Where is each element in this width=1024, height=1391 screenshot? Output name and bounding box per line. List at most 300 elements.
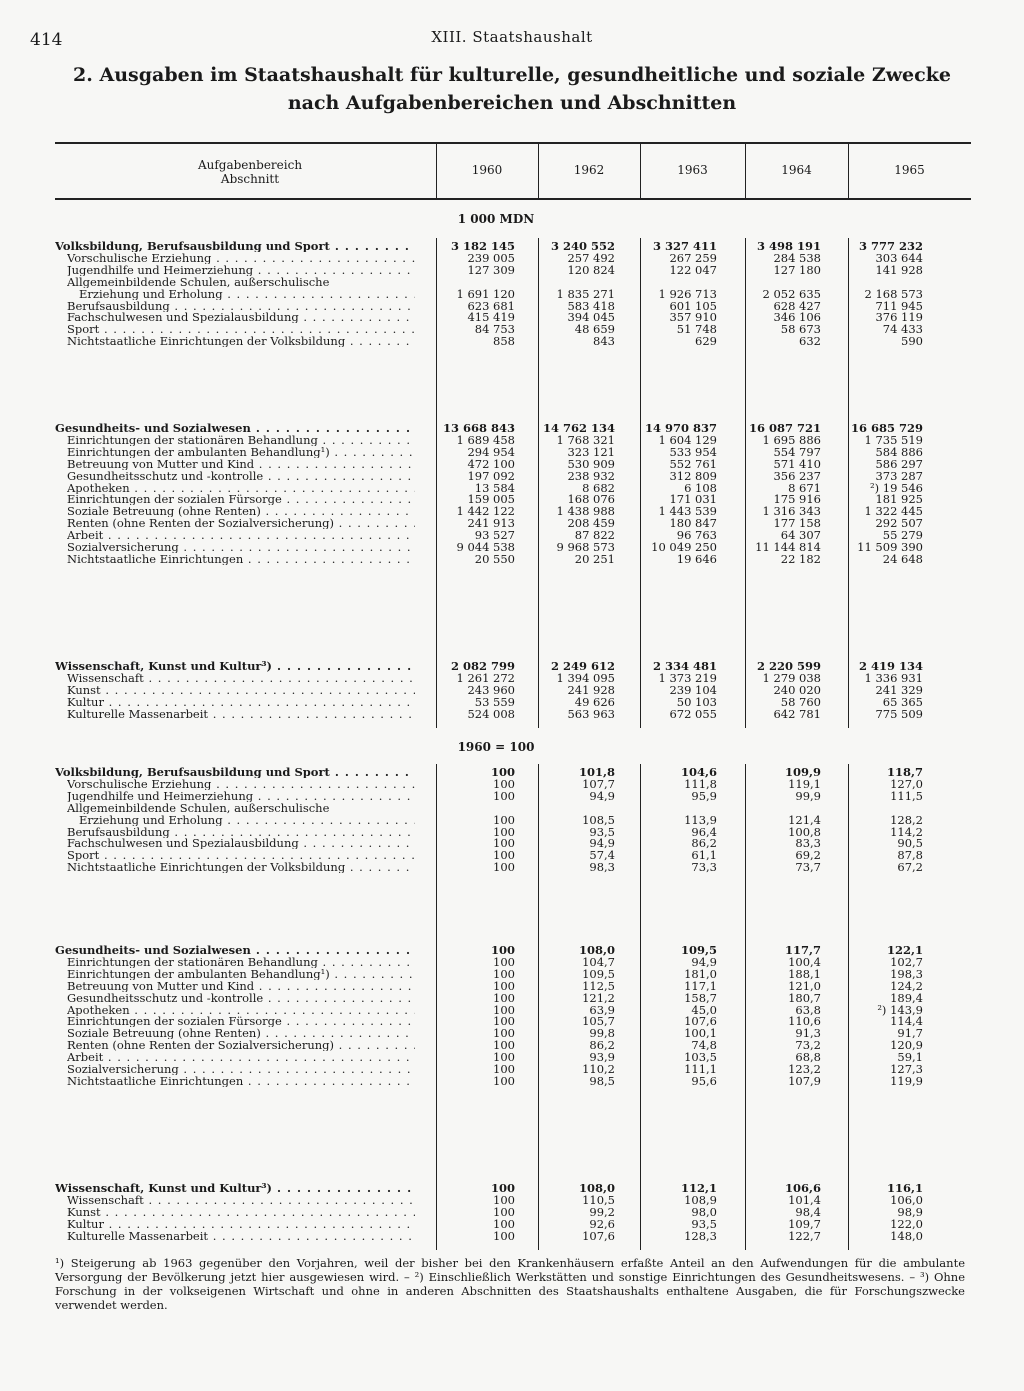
row-label: Nichtstaatliche Einrichtungen . . . xyxy=(67,1075,415,1087)
cell-1965: 141 928 xyxy=(875,262,923,277)
cell-1965: 118,7 xyxy=(886,765,923,779)
page-number: 414 xyxy=(30,30,63,50)
row-label: Allgemeinbildende Schulen, außerschulische xyxy=(67,275,330,288)
cell-1963: 1 443 539 xyxy=(658,504,717,519)
cell-1963: 93,5 xyxy=(691,1216,717,1231)
row-label: Jugendhilfe und Heimerziehung . . . xyxy=(67,790,415,802)
cell-1960: 100 xyxy=(493,836,515,851)
cell-1960: 100 xyxy=(493,848,515,863)
cell-1963: 104,6 xyxy=(680,765,717,779)
cell-1963: 96,4 xyxy=(691,824,717,839)
table-row xyxy=(55,335,971,347)
row-label: Sozialversicherung . . . xyxy=(67,541,415,553)
cell-1964: 121,0 xyxy=(788,978,821,993)
row-label: Nichtstaatliche Einrichtungen der Volksbildung . . . xyxy=(67,335,415,347)
column-header-line-2: Abschnitt xyxy=(220,172,280,186)
cell-1965: 67,2 xyxy=(897,860,923,875)
cell-1964: 110,6 xyxy=(788,1014,821,1029)
cell-1964: 188,1 xyxy=(788,966,821,981)
cell-1964: 83,3 xyxy=(795,836,821,851)
row-label: Fachschulwesen und Spezialausbildung . . . xyxy=(67,837,415,849)
cell-1960: 472 100 xyxy=(467,456,515,471)
cell-1962: 120 824 xyxy=(567,262,615,277)
cell-1960: 100 xyxy=(493,966,515,981)
cell-1960: 100 xyxy=(490,1181,515,1195)
cell-1965: 24 648 xyxy=(882,551,923,566)
table-row xyxy=(55,553,971,565)
table-row xyxy=(55,790,971,802)
cell-1963: 552 761 xyxy=(669,456,717,471)
cell-1964: 107,9 xyxy=(788,1073,821,1088)
cell-1962: 20 251 xyxy=(574,551,615,566)
cell-1964: 99,9 xyxy=(795,788,821,803)
row-label: Einrichtungen der ambulanten Behandlung¹) . . . xyxy=(67,446,415,458)
cell-1964: 628 427 xyxy=(773,298,821,313)
cell-1965: 148,0 xyxy=(890,1228,923,1243)
row-label: Nichtstaatliche Einrichtungen der Volksbildung . . . xyxy=(67,861,415,873)
cell-1964: 175 916 xyxy=(773,492,821,507)
table-row xyxy=(55,684,971,696)
cell-1964: 3 498 191 xyxy=(756,239,821,253)
row-label: Einrichtungen der stationären Behandlung . . . xyxy=(67,956,415,968)
cell-1962: 3 240 552 xyxy=(550,239,615,253)
cell-1960: 100 xyxy=(493,824,515,839)
header-column-rule-0 xyxy=(436,142,437,199)
row-label: Volksbildung, Berufsausbildung und Sport . . . xyxy=(55,240,415,252)
cell-1965: 376 119 xyxy=(875,310,923,325)
table-row xyxy=(55,802,971,814)
cell-1963: 672 055 xyxy=(669,706,717,721)
row-label: Soziale Betreuung (ohne Renten) . . . xyxy=(67,1027,415,1039)
table-row xyxy=(55,861,971,873)
cell-1960: 243 960 xyxy=(467,682,515,697)
header-column-rule-3 xyxy=(745,142,746,199)
cell-1965: 124,2 xyxy=(890,978,923,993)
row-label: Renten (ohne Renten der Sozialversicherung) . . . xyxy=(67,1039,415,1051)
cell-1963: 103,5 xyxy=(684,1050,717,1065)
row-label: Wissenschaft, Kunst und Kultur³) . . . xyxy=(55,1182,415,1194)
cell-1962: 843 xyxy=(593,334,615,349)
cell-1962: 109,5 xyxy=(582,966,615,981)
cell-1962: 108,5 xyxy=(582,812,615,827)
cell-1960: 100 xyxy=(493,1038,515,1053)
cell-1964: 1 316 343 xyxy=(762,504,821,519)
cell-1964: 11 144 814 xyxy=(755,540,821,554)
cell-1963: 128,3 xyxy=(684,1228,717,1243)
table-row xyxy=(55,446,971,458)
header-column-rule-4 xyxy=(848,142,849,199)
cell-1964: 356 237 xyxy=(773,468,821,483)
cell-1962: 1 835 271 xyxy=(556,286,615,301)
cell-1962: 238 932 xyxy=(567,468,615,483)
cell-1960: 20 550 xyxy=(474,551,515,566)
cell-1965: 102,7 xyxy=(890,954,923,969)
cell-1962: 107,7 xyxy=(582,776,615,791)
cell-1962: 1 768 321 xyxy=(556,432,615,447)
cell-1965: 2 419 134 xyxy=(858,659,923,673)
row-label: Erziehung und Erholung . . . xyxy=(79,288,415,300)
cell-1965: 128,2 xyxy=(890,812,923,827)
cell-1964: 2 052 635 xyxy=(762,286,821,301)
cell-1964: 109,9 xyxy=(784,765,821,779)
cell-1963: 2 334 481 xyxy=(652,659,717,673)
unit-label-index: 1960 = 100 xyxy=(457,740,535,754)
cell-1964: 63,8 xyxy=(795,1002,821,1017)
cell-1962: 105,7 xyxy=(582,1014,615,1029)
cell-1964: 2 220 599 xyxy=(756,659,821,673)
cell-1962: 14 762 134 xyxy=(542,421,615,435)
cell-1964: 123,2 xyxy=(788,1062,821,1076)
row-label: Einrichtungen der ambulanten Behandlung¹) . . . xyxy=(67,968,415,980)
cell-1960: 100 xyxy=(493,1228,515,1243)
row-label: Kulturelle Massenarbeit . . . xyxy=(67,708,415,720)
cell-1964: 16 087 721 xyxy=(748,421,821,435)
cell-1965: ²) 143,9 xyxy=(877,1002,923,1017)
cell-1965: 3 777 232 xyxy=(858,239,923,253)
cell-1963: 239 104 xyxy=(669,682,717,697)
cell-1960: 100 xyxy=(490,765,515,779)
cell-1963: 171 031 xyxy=(669,492,717,507)
cell-1963: 533 954 xyxy=(669,444,717,459)
cell-1960: 13 584 xyxy=(474,480,515,495)
cell-1962: 94,9 xyxy=(589,788,615,803)
cell-1960: 100 xyxy=(493,776,515,791)
cell-1964: 100,4 xyxy=(788,954,821,969)
cell-1963: 3 327 411 xyxy=(652,239,717,253)
cell-1962: 104,7 xyxy=(582,954,615,969)
cell-1965: 111,5 xyxy=(890,788,923,803)
row-label: Kulturelle Massenarbeit . . . xyxy=(67,1230,415,1242)
cell-1960: 100 xyxy=(493,1014,515,1029)
running-title: XIII. Staatshaushalt xyxy=(431,28,593,46)
table-row xyxy=(55,980,971,992)
cell-1962: 112,5 xyxy=(582,978,615,993)
cell-1964: 346 106 xyxy=(773,310,821,325)
cell-1963: 108,9 xyxy=(684,1192,717,1207)
header-column-rule-2 xyxy=(640,142,641,199)
year-header-1964: 1964 xyxy=(781,163,812,177)
cell-1963: 74,8 xyxy=(691,1038,717,1053)
row-label: Wissenschaft . . . xyxy=(67,1194,415,1206)
row-label: Volksbildung, Berufsausbildung und Sport . . . xyxy=(55,766,415,778)
cell-1963: 100,1 xyxy=(684,1026,717,1041)
cell-1962: 101,8 xyxy=(578,765,615,779)
cell-1963: 14 970 837 xyxy=(644,421,717,435)
cell-1963: 6 108 xyxy=(684,480,717,495)
cell-1963: 50 103 xyxy=(676,694,717,709)
cell-1964: 284 538 xyxy=(773,250,821,265)
cell-1964: 122,7 xyxy=(788,1228,821,1243)
row-label: Arbeit . . . xyxy=(67,529,415,541)
cell-1964: 91,3 xyxy=(795,1026,821,1041)
row-label: Gesundheitsschutz und -kontrolle . . . xyxy=(67,470,415,482)
cell-1963: 117,1 xyxy=(684,978,717,993)
cell-1960: 239 005 xyxy=(467,250,515,265)
cell-1960: 9 044 538 xyxy=(456,540,515,554)
table-row xyxy=(55,470,971,482)
cell-1964: 1 279 038 xyxy=(762,670,821,685)
cell-1964: 642 781 xyxy=(773,706,821,721)
table-row xyxy=(55,992,971,1004)
cell-1960: 93 527 xyxy=(474,528,515,543)
cell-1960: 3 182 145 xyxy=(450,239,515,253)
cell-1965: 11 509 390 xyxy=(857,540,923,554)
cell-1964: 632 xyxy=(799,334,821,349)
cell-1963: 94,9 xyxy=(691,954,717,969)
cell-1960: 1 689 458 xyxy=(456,432,515,447)
cell-1960: 100 xyxy=(493,1192,515,1207)
row-label: Gesundheits- und Sozialwesen . . . xyxy=(55,422,415,434)
cell-1962: 9 968 573 xyxy=(556,540,615,554)
cell-1962: 1 438 988 xyxy=(556,504,615,519)
cell-1962: 108,0 xyxy=(578,943,615,957)
row-label: Apotheken . . . xyxy=(67,1004,415,1016)
footnotes xyxy=(55,1256,965,1312)
row-label: Allgemeinbildende Schulen, außerschulische xyxy=(67,801,330,814)
cell-1960: 100 xyxy=(493,860,515,875)
cell-1964: 106,6 xyxy=(784,1181,821,1195)
cell-1963: 1 373 219 xyxy=(658,670,717,685)
cell-1962: 241 928 xyxy=(567,682,615,697)
cell-1960: 100 xyxy=(493,1062,515,1076)
year-header-1965: 1965 xyxy=(894,163,925,177)
cell-1962: 208 459 xyxy=(567,516,615,531)
cell-1964: 100,8 xyxy=(788,824,821,839)
cell-1960: 415 419 xyxy=(467,310,515,325)
cell-1965: 198,3 xyxy=(890,966,923,981)
cell-1965: 65 365 xyxy=(882,694,923,709)
cell-1960: 100 xyxy=(493,978,515,993)
cell-1964: 73,2 xyxy=(795,1038,821,1053)
cell-1964: 571 410 xyxy=(773,456,821,471)
cell-1963: 45,0 xyxy=(691,1002,717,1017)
row-label: Sport . . . xyxy=(67,323,415,335)
cell-1962: 93,5 xyxy=(589,824,615,839)
cell-1963: 109,5 xyxy=(680,943,717,957)
cell-1960: 2 082 799 xyxy=(450,659,515,673)
cell-1963: 112,1 xyxy=(680,1181,717,1195)
cell-1963: 73,3 xyxy=(691,860,717,875)
cell-1962: 98,5 xyxy=(589,1073,615,1088)
row-label: Berufsausbildung . . . xyxy=(67,300,415,312)
row-label: Erziehung und Erholung . . . xyxy=(79,814,415,826)
cell-1962: 107,6 xyxy=(582,1228,615,1243)
cell-1964: 177 158 xyxy=(773,516,821,531)
column-header-line-1: Aufgabenbereich xyxy=(197,158,303,172)
header-column-rule-1 xyxy=(538,142,539,199)
year-header-1962: 1962 xyxy=(573,163,605,177)
cell-1960: 100 xyxy=(493,954,515,969)
cell-1965: 59,1 xyxy=(897,1050,923,1065)
cell-1964: 22 182 xyxy=(780,551,821,566)
row-label: Sport . . . xyxy=(67,849,415,861)
cell-1960: 159 005 xyxy=(467,492,515,507)
cell-1960: 1 442 122 xyxy=(456,504,515,519)
row-label: Vorschulische Erziehung . . . xyxy=(67,252,415,264)
cell-1963: 107,6 xyxy=(684,1014,717,1029)
cell-1965: 292 507 xyxy=(875,516,923,531)
cell-1965: 16 685 729 xyxy=(850,421,923,435)
cell-1965: ²) 19 546 xyxy=(870,480,923,495)
cell-1962: 93,9 xyxy=(589,1050,615,1065)
row-label: Kultur . . . xyxy=(67,1218,415,1230)
cell-1964: 1 695 886 xyxy=(762,432,821,447)
cell-1963: 113,9 xyxy=(684,812,717,827)
table-row xyxy=(55,696,971,708)
row-label: Einrichtungen der stationären Behandlung . . . xyxy=(67,434,415,446)
cell-1962: 530 909 xyxy=(567,456,615,471)
cell-1963: 158,7 xyxy=(684,990,717,1005)
cell-1965: 189,4 xyxy=(890,990,923,1005)
cell-1962: 8 682 xyxy=(582,480,615,495)
cell-1960: 100 xyxy=(490,943,515,957)
cell-1965: 122,0 xyxy=(890,1216,923,1231)
row-label: Sozialversicherung . . . xyxy=(67,1063,415,1075)
cell-1965: 584 886 xyxy=(875,444,923,459)
cell-1960: 524 008 xyxy=(467,706,515,721)
cell-1960: 197 092 xyxy=(467,468,515,483)
row-label: Kunst . . . xyxy=(67,1206,415,1218)
row-label: Jugendhilfe und Heimerziehung . . . xyxy=(67,264,415,276)
table-row xyxy=(55,1218,971,1230)
cell-1964: 69,2 xyxy=(795,848,821,863)
cell-1962: 563 963 xyxy=(567,706,615,721)
cell-1964: 101,4 xyxy=(788,1192,821,1207)
cell-1965: 114,4 xyxy=(890,1014,923,1029)
cell-1965: 116,1 xyxy=(886,1181,923,1195)
cell-1960: 84 753 xyxy=(474,322,515,337)
cell-1965: 1 735 519 xyxy=(864,432,923,447)
row-label: Wissenschaft . . . xyxy=(67,672,415,684)
cell-1963: 312 809 xyxy=(669,468,717,483)
cell-1962: 92,6 xyxy=(589,1216,615,1231)
table-header-rule xyxy=(55,198,971,200)
cell-1963: 111,1 xyxy=(684,1062,717,1076)
cell-1965: 1 322 445 xyxy=(864,504,923,519)
table-title-line-1: 2. Ausgaben im Staatshaushalt für kulturelle, gesundheitliche und soziale Zwecke xyxy=(73,64,951,86)
cell-1964: 58 673 xyxy=(780,322,821,337)
footnote-text: ¹) Steigerung ab 1963 gegenüber den Vorjahren, weil der bisher bei den Krankenhäusern erfaßte Anteil an den Aufwendungen für die ambulante Versorgung der Bevölkerung jetzt hier ausgewiesen wird. – ²) Einschließlich Werkstätten und sonstige Einrichtungen des Gesundheitswesens. – ³) Ohne Forschung in der volkseigenen Wirtschaft und ohne in anderen Abschnitten des Staatshaushalts enthaltene Ausgaben, die für Forschungszwecke verwendet werden. xyxy=(55,1256,965,1312)
cell-1963: 267 259 xyxy=(669,250,717,265)
cell-1965: 120,9 xyxy=(890,1038,923,1053)
cell-1964: 240 020 xyxy=(773,682,821,697)
cell-1965: 775 509 xyxy=(875,706,923,721)
cell-1964: 119,1 xyxy=(788,776,821,791)
cell-1960: 294 954 xyxy=(467,444,515,459)
row-label: Wissenschaft, Kunst und Kultur³) . . . xyxy=(55,660,415,672)
cell-1962: 98,3 xyxy=(589,860,615,875)
cell-1962: 257 492 xyxy=(567,250,615,265)
cell-1965: 55 279 xyxy=(882,528,923,543)
cell-1962: 110,2 xyxy=(582,1062,615,1076)
cell-1965: 91,7 xyxy=(897,1026,923,1041)
row-label: Gesundheits- und Sozialwesen . . . xyxy=(55,944,415,956)
cell-1960: 100 xyxy=(493,1026,515,1041)
cell-1965: 181 925 xyxy=(875,492,923,507)
cell-1960: 13 668 843 xyxy=(442,421,515,435)
cell-1962: 2 249 612 xyxy=(550,659,615,673)
cell-1960: 100 xyxy=(493,788,515,803)
cell-1964: 58 760 xyxy=(780,694,821,709)
year-header-1963: 1963 xyxy=(677,163,708,177)
cell-1962: 168 076 xyxy=(567,492,615,507)
cell-1960: 53 559 xyxy=(474,694,515,709)
unit-label-absolute: 1 000 MDN xyxy=(457,212,535,226)
cell-1965: 590 xyxy=(901,334,923,349)
cell-1964: 73,7 xyxy=(795,860,821,875)
cell-1965: 90,5 xyxy=(897,836,923,851)
table-row xyxy=(55,814,971,826)
cell-1963: 111,8 xyxy=(684,776,717,791)
table-row xyxy=(55,458,971,470)
row-label: Betreuung von Mutter und Kind . . . xyxy=(67,980,415,992)
row-label: Einrichtungen der sozialen Fürsorge . . . xyxy=(67,1015,415,1027)
cell-1965: 1 336 931 xyxy=(864,670,923,685)
cell-1962: 86,2 xyxy=(589,1038,615,1053)
table-row xyxy=(55,1206,971,1218)
row-label: Nichtstaatliche Einrichtungen . . . xyxy=(67,553,415,565)
cell-1962: 121,2 xyxy=(582,990,615,1005)
cell-1963: 96 763 xyxy=(676,528,717,543)
cell-1960: 100 xyxy=(493,1073,515,1088)
cell-1965: 122,1 xyxy=(886,943,923,957)
cell-1964: 68,8 xyxy=(795,1050,821,1065)
cell-1964: 121,4 xyxy=(788,812,821,827)
cell-1963: 122 047 xyxy=(669,262,717,277)
cell-1964: 98,4 xyxy=(795,1204,821,1219)
cell-1963: 19 646 xyxy=(676,551,717,566)
table-row xyxy=(55,708,971,720)
cell-1960: 100 xyxy=(493,1216,515,1231)
row-label: Kunst . . . xyxy=(67,684,415,696)
cell-1960: 100 xyxy=(493,1050,515,1065)
table-title-line-2: nach Aufgabenbereichen und Abschnitten xyxy=(287,92,737,114)
cell-1960: 241 913 xyxy=(467,516,515,531)
cell-1965: 2 168 573 xyxy=(864,286,923,301)
table-top-rule xyxy=(55,142,971,144)
cell-1965: 106,0 xyxy=(890,1192,923,1207)
row-label: Kultur . . . xyxy=(67,696,415,708)
cell-1965: 98,9 xyxy=(897,1204,923,1219)
table-row xyxy=(55,288,971,300)
cell-1963: 1 926 713 xyxy=(658,286,717,301)
cell-1960: 100 xyxy=(493,812,515,827)
table-row xyxy=(55,1075,971,1087)
cell-1963: 61,1 xyxy=(691,848,717,863)
cell-1965: 114,2 xyxy=(890,824,923,839)
table-row xyxy=(55,1230,971,1242)
cell-1962: 57,4 xyxy=(589,848,615,863)
row-label: Gesundheitsschutz und -kontrolle . . . xyxy=(67,992,415,1004)
cell-1962: 48 659 xyxy=(574,322,615,337)
row-label: Apotheken . . . xyxy=(67,482,415,494)
cell-1964: 109,7 xyxy=(788,1216,821,1231)
cell-1964: 554 797 xyxy=(773,444,821,459)
cell-1963: 98,0 xyxy=(691,1204,717,1219)
cell-1965: 373 287 xyxy=(875,468,923,483)
cell-1963: 95,6 xyxy=(691,1073,717,1088)
cell-1962: 110,5 xyxy=(582,1192,615,1207)
cell-1962: 394 045 xyxy=(567,310,615,325)
cell-1960: 100 xyxy=(493,1002,515,1017)
row-label: Berufsausbildung . . . xyxy=(67,826,415,838)
cell-1963: 629 xyxy=(695,334,717,349)
cell-1962: 49 626 xyxy=(574,694,615,709)
row-label: Soziale Betreuung (ohne Renten) . . . xyxy=(67,505,415,517)
cell-1960: 1 261 272 xyxy=(456,670,515,685)
cell-1963: 180 847 xyxy=(669,516,717,531)
table-row xyxy=(55,968,971,980)
